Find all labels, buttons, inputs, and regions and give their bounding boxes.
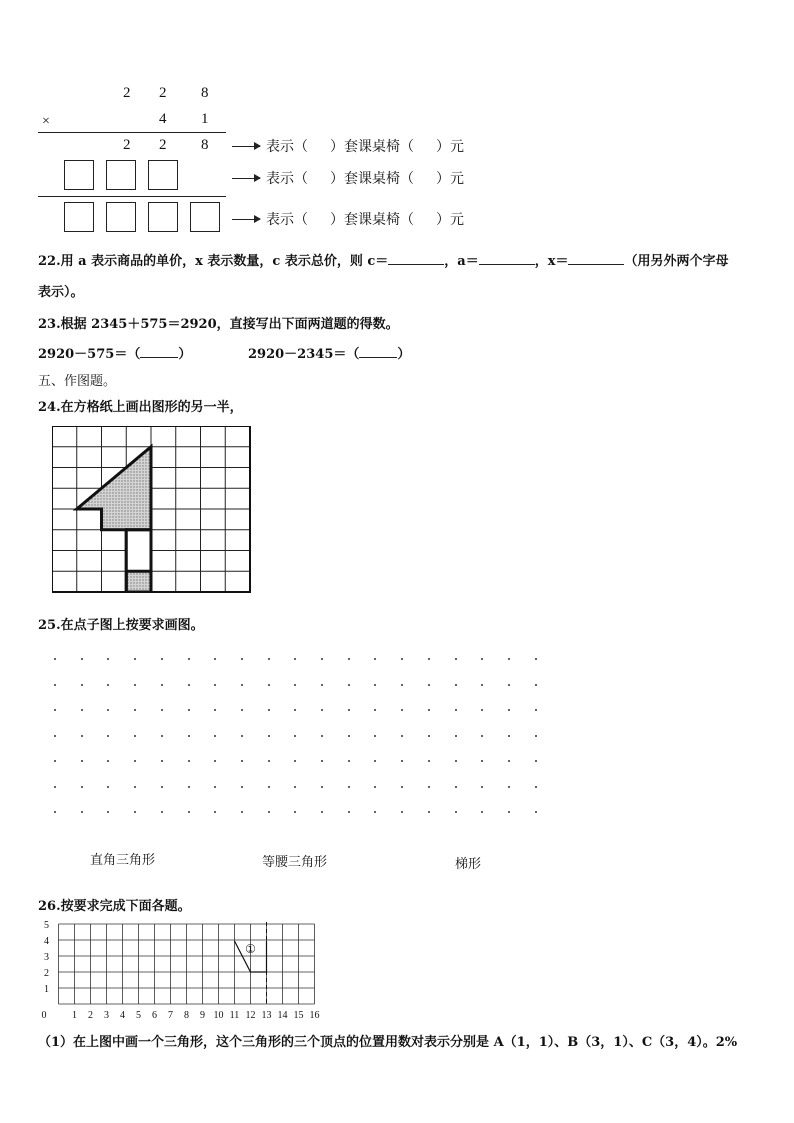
dot <box>81 735 83 737</box>
x-tick-label: 14 <box>277 1010 288 1021</box>
dot <box>54 811 56 813</box>
dot <box>241 709 243 711</box>
shape-label: 等腰三角形 <box>262 855 328 870</box>
question-26 <box>38 895 191 914</box>
dot <box>188 709 190 711</box>
dot <box>134 735 136 737</box>
dot <box>535 709 537 711</box>
dot <box>107 811 109 813</box>
dot <box>348 658 350 660</box>
dot <box>107 786 109 788</box>
line-prefix: 表示（ <box>266 139 308 155</box>
y-tick-label: 1 <box>44 984 49 995</box>
shape-number-label: ① <box>245 942 256 956</box>
x-tick-label: 5 <box>136 1010 141 1021</box>
dot <box>321 684 323 686</box>
section-heading: 五、作图题。 <box>38 374 117 389</box>
line-suffix: ）元 <box>436 212 464 228</box>
dot <box>321 786 323 788</box>
dot <box>321 735 323 737</box>
y-tick-label: 4 <box>44 936 49 947</box>
dot <box>54 658 56 660</box>
dot <box>535 658 537 660</box>
dot <box>455 735 457 737</box>
x-tick-label: 6 <box>152 1010 157 1021</box>
dot <box>374 760 376 762</box>
dot <box>241 811 243 813</box>
dot <box>428 709 430 711</box>
dot <box>401 735 403 737</box>
dot <box>535 684 537 686</box>
dot <box>268 709 270 711</box>
x-tick-label: 15 <box>293 1010 304 1021</box>
dot <box>294 684 296 686</box>
partial-product-digit: 2 <box>159 137 167 153</box>
x-tick-label: 10 <box>213 1010 224 1021</box>
answer-blank[interactable] <box>359 357 397 358</box>
dot <box>374 811 376 813</box>
dot <box>294 811 296 813</box>
dot <box>214 786 216 788</box>
multiplier-digit: 1 <box>201 111 209 127</box>
dot <box>455 786 457 788</box>
dot <box>214 735 216 737</box>
dot <box>294 658 296 660</box>
dot <box>455 658 457 660</box>
dot <box>374 735 376 737</box>
question-text: 根据 2345＋575＝2920，直接写出下面两道题的得数。 <box>60 317 399 332</box>
dot <box>107 709 109 711</box>
dot <box>348 684 350 686</box>
dot <box>374 786 376 788</box>
dot <box>54 760 56 762</box>
dot <box>481 786 483 788</box>
x-tick-label: 2 <box>88 1010 93 1021</box>
line-mid: ）套课桌椅（ <box>330 139 414 155</box>
dot <box>268 811 270 813</box>
question-text: 用 a 表示商品的单价，x 表示数量，c 表示总价，则 c＝ <box>60 254 389 269</box>
dot <box>161 684 163 686</box>
dot <box>481 658 483 660</box>
x-tick-label: 12 <box>245 1010 256 1021</box>
dot <box>508 658 510 660</box>
dot <box>54 684 56 686</box>
dot <box>401 811 403 813</box>
question-23 <box>38 313 399 332</box>
dot <box>81 709 83 711</box>
x-tick-label: 0 <box>41 1010 47 1021</box>
dot <box>455 760 457 762</box>
dot <box>401 786 403 788</box>
dot <box>214 760 216 762</box>
line-mid: ）套课桌椅（ <box>330 212 414 228</box>
dot <box>241 658 243 660</box>
expression-text: ） <box>178 347 192 362</box>
dot <box>508 709 510 711</box>
question-number: 22. <box>38 254 61 269</box>
question-22 <box>38 250 728 269</box>
answer-blank[interactable] <box>568 264 624 265</box>
dot <box>535 811 537 813</box>
dot <box>268 658 270 660</box>
dot <box>348 735 350 737</box>
multiplicand-digit: 8 <box>201 85 209 101</box>
dot <box>455 684 457 686</box>
expression-text: ） <box>397 347 411 362</box>
multiplication-rule <box>38 132 226 133</box>
dot <box>348 811 350 813</box>
answer-box[interactable] <box>64 202 94 232</box>
question-25 <box>38 614 204 633</box>
question-text: ，a＝ <box>444 254 479 269</box>
dot <box>188 658 190 660</box>
line-prefix: 表示（ <box>266 212 308 228</box>
times-sign: × <box>42 114 50 129</box>
dot <box>348 760 350 762</box>
expression-1 <box>38 343 191 362</box>
x-tick-label: 7 <box>168 1010 173 1021</box>
dot <box>134 658 136 660</box>
dot <box>188 735 190 737</box>
answer-box[interactable] <box>106 202 136 232</box>
question-number: 23. <box>38 317 61 332</box>
dot <box>241 786 243 788</box>
dot <box>401 684 403 686</box>
dot <box>54 709 56 711</box>
dot <box>81 811 83 813</box>
dot <box>428 735 430 737</box>
dot <box>161 658 163 660</box>
dot <box>54 735 56 737</box>
dot <box>188 811 190 813</box>
dot <box>401 658 403 660</box>
x-tick-label: 16 <box>309 1010 320 1021</box>
dot <box>321 658 323 660</box>
dot <box>268 684 270 686</box>
explanation-line <box>232 209 464 229</box>
dot <box>294 786 296 788</box>
question-number: 26. <box>38 899 61 914</box>
dot <box>81 684 83 686</box>
multiplier-digit: 4 <box>159 111 167 127</box>
dot <box>428 658 430 660</box>
answer-blank[interactable] <box>140 357 178 358</box>
dot <box>134 786 136 788</box>
dot <box>294 760 296 762</box>
coordinate-grid[interactable] <box>36 918 336 1022</box>
expression-text: 2920－575＝（ <box>38 347 141 362</box>
question-24 <box>38 396 243 415</box>
dot <box>294 735 296 737</box>
x-tick-label: 13 <box>261 1010 272 1021</box>
dot <box>81 760 83 762</box>
dot <box>428 760 430 762</box>
dot <box>481 760 483 762</box>
dot <box>348 709 350 711</box>
question-text: ，x＝ <box>534 254 569 269</box>
x-tick-label: 11 <box>229 1010 240 1021</box>
dot <box>161 709 163 711</box>
question-number: 24. <box>38 400 61 415</box>
line-suffix: ）元 <box>436 171 464 187</box>
dot <box>508 786 510 788</box>
x-tick-label: 9 <box>200 1010 205 1021</box>
dot <box>107 760 109 762</box>
dot <box>241 684 243 686</box>
dot <box>188 760 190 762</box>
question-text: 按要求完成下面各题。 <box>60 899 191 914</box>
explanation-line <box>232 168 464 188</box>
dot <box>241 735 243 737</box>
y-tick-label: 3 <box>44 952 49 963</box>
sub-question-1: （1）在上图中画一个三角形，这个三角形的三个顶点的位置用数对表示分别是 A（1，1）、B（3，1）、C（3，4）。2% <box>38 1035 738 1050</box>
dot <box>161 786 163 788</box>
dot <box>268 760 270 762</box>
dot <box>161 811 163 813</box>
dot <box>481 684 483 686</box>
answer-box[interactable] <box>64 160 94 190</box>
dot <box>294 709 296 711</box>
dot <box>428 786 430 788</box>
multiplicand-digit: 2 <box>159 85 167 101</box>
question-text: （用另外两个字母 <box>624 254 729 269</box>
answer-box[interactable] <box>106 160 136 190</box>
explanation-line <box>232 136 464 156</box>
expression-text: 2920－2345＝（ <box>248 347 360 362</box>
dot <box>188 786 190 788</box>
question-text: 在点子图上按要求画图。 <box>60 618 204 633</box>
right-arrow-icon <box>232 178 260 179</box>
line-mid: ）套课桌椅（ <box>330 171 414 187</box>
dot <box>508 811 510 813</box>
dot <box>508 760 510 762</box>
dot <box>134 811 136 813</box>
dot <box>214 684 216 686</box>
answer-box[interactable] <box>148 202 178 232</box>
dot <box>481 811 483 813</box>
shape-label: 直角三角形 <box>90 853 156 868</box>
dot <box>107 735 109 737</box>
y-tick-label: 5 <box>44 920 49 931</box>
dot <box>268 786 270 788</box>
dot <box>81 786 83 788</box>
x-tick-label: 1 <box>72 1010 77 1021</box>
x-tick-label: 4 <box>120 1010 125 1021</box>
dot <box>134 684 136 686</box>
dot <box>401 760 403 762</box>
dot <box>134 709 136 711</box>
dot <box>401 709 403 711</box>
question-22-continuation: 表示）。 <box>38 285 84 300</box>
dot <box>374 658 376 660</box>
dot <box>508 684 510 686</box>
x-tick-label: 8 <box>184 1010 189 1021</box>
dot <box>241 760 243 762</box>
partial-product-digit: 8 <box>201 137 209 153</box>
dot <box>161 735 163 737</box>
answer-blank[interactable] <box>479 264 535 265</box>
dot <box>161 760 163 762</box>
partial-product-digit: 2 <box>123 137 131 153</box>
dot <box>214 658 216 660</box>
dot <box>374 709 376 711</box>
line-prefix: 表示（ <box>266 171 308 187</box>
dot <box>134 760 136 762</box>
dot <box>455 709 457 711</box>
dot <box>107 684 109 686</box>
grid-paper-figure[interactable] <box>52 426 252 593</box>
dot <box>107 658 109 660</box>
dot <box>268 735 270 737</box>
dot <box>535 786 537 788</box>
dot <box>54 786 56 788</box>
multiplication-rule <box>38 196 226 197</box>
dot <box>321 709 323 711</box>
dot <box>428 684 430 686</box>
answer-blank[interactable] <box>388 264 444 265</box>
dot <box>428 811 430 813</box>
y-tick-label: 2 <box>44 968 49 979</box>
dot <box>481 735 483 737</box>
dot <box>321 811 323 813</box>
multiplicand-digit: 2 <box>123 85 131 101</box>
x-tick-label: 3 <box>104 1010 109 1021</box>
answer-box[interactable] <box>148 160 178 190</box>
question-text: 在方格纸上画出图形的另一半， <box>60 400 243 415</box>
expression-2 <box>248 343 410 362</box>
dot <box>455 811 457 813</box>
dot <box>188 684 190 686</box>
dot <box>508 735 510 737</box>
dot <box>214 811 216 813</box>
answer-box[interactable] <box>190 202 220 232</box>
shape-label: 梯形 <box>455 857 482 872</box>
dot <box>535 760 537 762</box>
dot <box>214 709 216 711</box>
dot <box>348 786 350 788</box>
dot <box>374 684 376 686</box>
dot <box>81 658 83 660</box>
dot <box>481 709 483 711</box>
line-suffix: ）元 <box>436 139 464 155</box>
dot <box>535 735 537 737</box>
right-arrow-icon <box>232 219 260 220</box>
right-arrow-icon <box>232 146 260 147</box>
question-number: 25. <box>38 618 61 633</box>
dot <box>321 760 323 762</box>
